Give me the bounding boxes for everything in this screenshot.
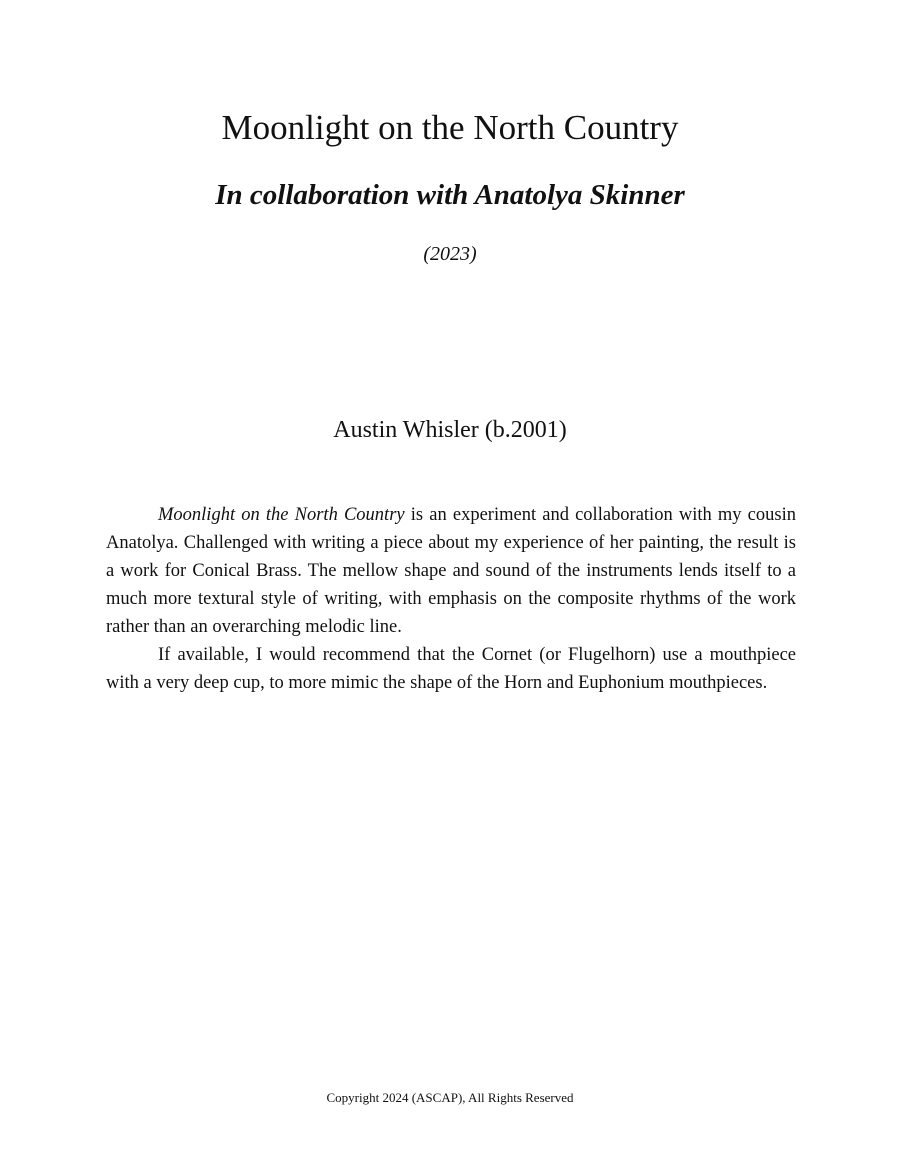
page-subtitle: In collaboration with Anatolya Skinner bbox=[215, 179, 685, 211]
composer-name: Austin Whisler (b.2001) bbox=[333, 417, 567, 443]
program-notes bbox=[106, 501, 796, 697]
copyright-notice: Copyright 2024 (ASCAP), All Rights Reserved bbox=[326, 1090, 574, 1105]
program-note-paragraph-1 bbox=[106, 501, 796, 641]
program-note-text-1: is an experiment and collaboration with my cousin Anatolya. Challenged with writing a piece about my experience of her painting, the result is a work for Conical Brass. The mellow shape and sound of the instruments lends itself to a much more textural style of writing, with emphasis on the composite rhythms of the work rather than an overarching melodic line. bbox=[106, 505, 796, 637]
composition-year: (2023) bbox=[423, 243, 477, 265]
piece-title-italic: Moonlight on the North Country bbox=[158, 505, 405, 525]
program-note-paragraph-2: If available, I would recommend that the Cornet (or Flugelhorn) use a mouthpiece with a very deep cup, to more mimic the shape of the Horn and Euphonium mouthpieces. bbox=[106, 645, 796, 693]
page-title: Moonlight on the North Country bbox=[221, 108, 679, 147]
